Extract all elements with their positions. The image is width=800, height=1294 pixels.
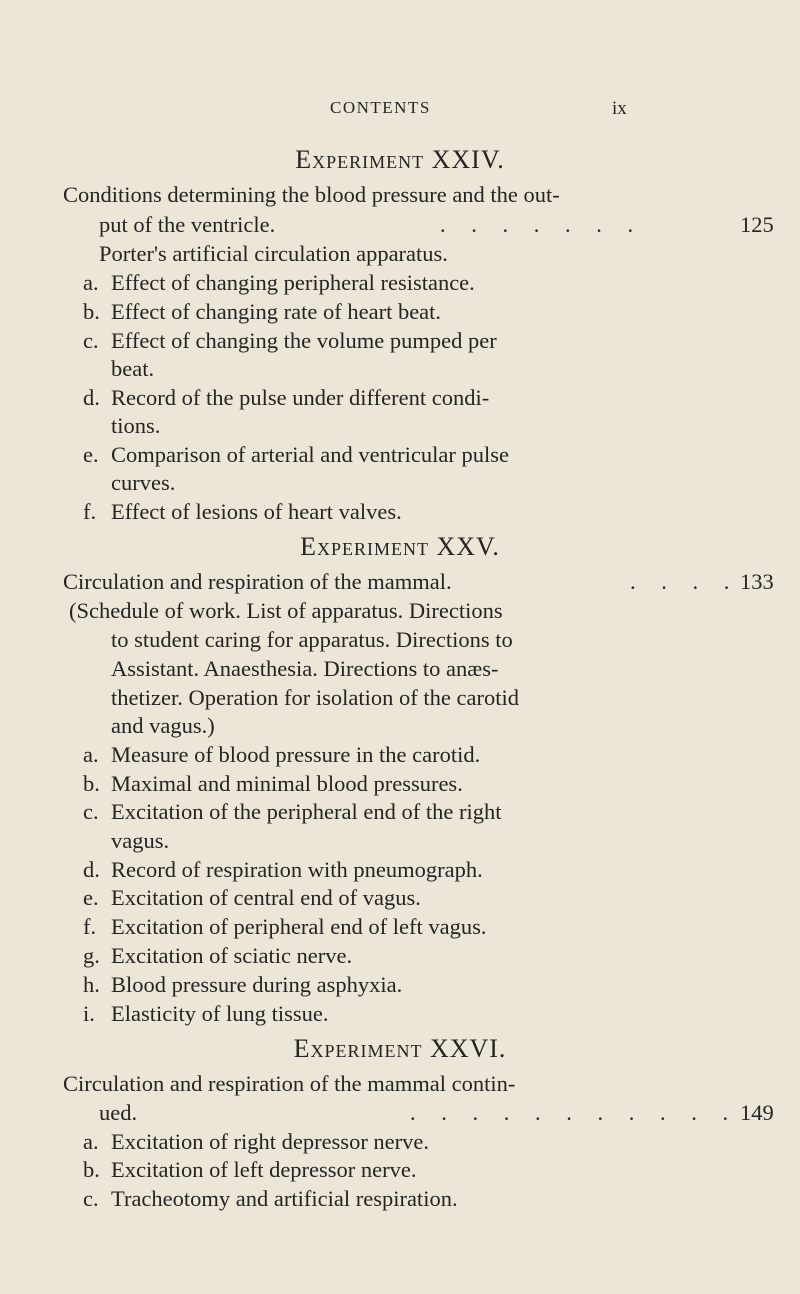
item-letter: b. <box>83 299 100 324</box>
leader-dots: . . . . . . . <box>440 212 644 237</box>
item-letter: c. <box>83 328 99 353</box>
item-text: vagus. <box>111 828 170 853</box>
item-text: beat. <box>111 356 155 381</box>
entry-sub-line: Assistant. Anaesthesia. Directions to anæs- <box>111 656 499 681</box>
item-letter: a. <box>83 1129 99 1154</box>
item-letter: b. <box>83 1157 100 1182</box>
item-letter: e. <box>83 442 99 467</box>
item-letter: a. <box>83 742 99 767</box>
item-text: Excitation of left depressor nerve. <box>111 1157 417 1182</box>
experiment-heading: Experiment XXVI. <box>293 1034 507 1063</box>
item-text: Maximal and minimal blood pressures. <box>111 771 463 796</box>
entry-sub-line: thetizer. Operation for isolation of the carotid <box>111 685 519 710</box>
item-text: Excitation of peripheral end of left vagus. <box>111 914 487 939</box>
item-letter: i. <box>83 1001 95 1026</box>
item-text: Comparison of arterial and ventricular pulse <box>111 442 509 467</box>
entry-title-line: Circulation and respiration of the mammal. <box>63 569 452 594</box>
item-text: Effect of changing the volume pumped per <box>111 328 497 353</box>
item-text: Blood pressure during asphyxia. <box>111 972 403 997</box>
running-head-title: CONTENTS <box>330 98 431 117</box>
item-text: Effect of lesions of heart valves. <box>111 499 402 524</box>
entry-sub-line: Porter's artificial circulation apparatus. <box>99 241 448 266</box>
item-letter: f. <box>83 499 97 524</box>
experiment-heading: Experiment XXIV. <box>295 145 505 174</box>
item-text: Record of the pulse under different condi- <box>111 385 490 410</box>
entry-title-line: put of the ventricle. <box>99 212 276 237</box>
entry-title-line: Conditions determining the blood pressure and the out- <box>63 182 560 207</box>
leader-dots: . . . . <box>630 569 740 594</box>
item-text: Excitation of the peripheral end of the right <box>111 799 502 824</box>
item-text: curves. <box>111 470 176 495</box>
running-head-page-number: ix <box>612 98 627 119</box>
item-letter: c. <box>83 799 99 824</box>
item-letter: c. <box>83 1186 99 1211</box>
item-letter: d. <box>83 857 100 882</box>
leader-dots: . . . . . . . . . . . <box>410 1100 739 1125</box>
item-text: Excitation of central end of vagus. <box>111 885 421 910</box>
entry-title-line: ued. <box>99 1100 138 1125</box>
item-text: Tracheotomy and artificial respiration. <box>111 1186 458 1211</box>
item-letter: f. <box>83 914 97 939</box>
entry-page-number: 133 <box>740 569 774 594</box>
entry-sub-line: (Schedule of work. List of apparatus. Directions <box>69 598 503 623</box>
entry-sub-line: and vagus.) <box>111 713 215 738</box>
item-text: Effect of changing rate of heart beat. <box>111 299 442 324</box>
item-letter: d. <box>83 385 100 410</box>
item-text: Record of respiration with pneumograph. <box>111 857 483 882</box>
entry-title-line: Circulation and respiration of the mammal contin- <box>63 1071 516 1096</box>
item-text: Effect of changing peripheral resistance. <box>111 270 475 295</box>
entry-page-number: 125 <box>740 212 774 237</box>
item-letter: h. <box>83 972 100 997</box>
item-text: Measure of blood pressure in the carotid. <box>111 742 481 767</box>
item-letter: g. <box>83 943 100 968</box>
item-letter: b. <box>83 771 100 796</box>
item-letter: a. <box>83 270 99 295</box>
item-text: Excitation of sciatic nerve. <box>111 943 353 968</box>
item-text: Elasticity of lung tissue. <box>111 1001 329 1026</box>
item-text: Excitation of right depressor nerve. <box>111 1129 430 1154</box>
experiment-heading: Experiment XXV. <box>300 532 500 561</box>
item-letter: e. <box>83 885 99 910</box>
item-text: tions. <box>111 413 161 438</box>
entry-page-number: 149 <box>740 1100 774 1125</box>
entry-sub-line: to student caring for apparatus. Directions to <box>111 627 513 652</box>
